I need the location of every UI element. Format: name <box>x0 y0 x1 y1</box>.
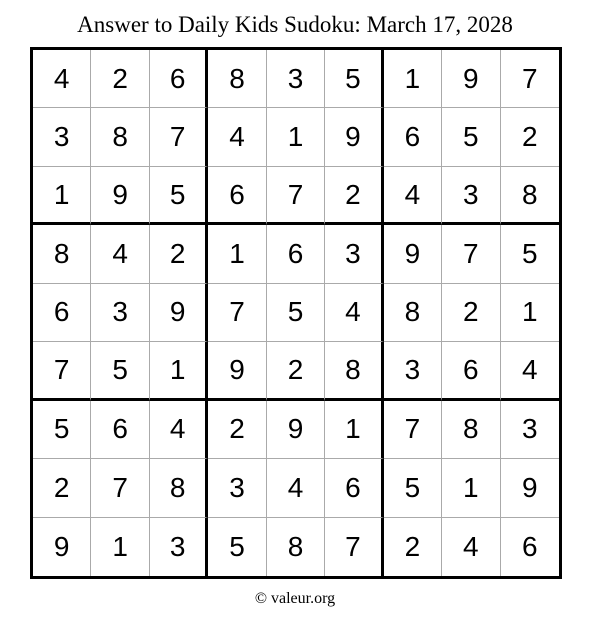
sudoku-cell: 1 <box>33 167 91 225</box>
sudoku-cell: 3 <box>384 342 442 400</box>
sudoku-cell: 9 <box>267 401 325 459</box>
sudoku-cell: 7 <box>501 50 559 108</box>
sudoku-cell: 2 <box>501 108 559 166</box>
sudoku-cell: 3 <box>325 225 383 283</box>
sudoku-cell: 3 <box>33 108 91 166</box>
sudoku-cell: 4 <box>267 459 325 517</box>
sudoku-cell: 8 <box>442 401 500 459</box>
sudoku-cell: 6 <box>208 167 266 225</box>
sudoku-cell: 3 <box>91 284 149 342</box>
sudoku-cell: 9 <box>91 167 149 225</box>
sudoku-cell: 7 <box>33 342 91 400</box>
sudoku-cell: 6 <box>33 284 91 342</box>
sudoku-cell: 4 <box>33 50 91 108</box>
sudoku-cell: 3 <box>501 401 559 459</box>
sudoku-cell: 8 <box>267 518 325 576</box>
sudoku-cell: 1 <box>501 284 559 342</box>
sudoku-cell: 5 <box>442 108 500 166</box>
sudoku-cell: 6 <box>267 225 325 283</box>
sudoku-cell: 9 <box>325 108 383 166</box>
puzzle-title: Answer to Daily Kids Sudoku: March 17, 2028 <box>77 12 513 37</box>
sudoku-cell: 8 <box>208 50 266 108</box>
sudoku-cell: 2 <box>91 50 149 108</box>
sudoku-grid <box>30 47 562 579</box>
sudoku-cell: 9 <box>384 225 442 283</box>
sudoku-cell: 3 <box>150 518 208 576</box>
sudoku-cell: 6 <box>325 459 383 517</box>
sudoku-cell: 8 <box>33 225 91 283</box>
sudoku-cell: 6 <box>521 530 538 562</box>
sudoku-cell: 6 <box>91 401 149 459</box>
sudoku-cell: 1 <box>267 108 325 166</box>
sudoku-cell: 7 <box>384 401 442 459</box>
sudoku-cell: 4 <box>91 225 149 283</box>
sudoku-cell: 2 <box>208 401 266 459</box>
sudoku-cell: 2 <box>150 225 208 283</box>
sudoku-cell: 5 <box>384 459 442 517</box>
sudoku-cell: 7 <box>91 459 149 517</box>
sudoku-cell: 8 <box>384 284 442 342</box>
sudoku-cell: 4 <box>208 108 266 166</box>
sudoku-cell: 1 <box>325 401 383 459</box>
sudoku-cell: 1 <box>91 518 149 576</box>
sudoku-cell: 6 <box>442 342 500 400</box>
sudoku-cell: 5 <box>501 225 559 283</box>
sudoku-cell: 5 <box>33 401 91 459</box>
sudoku-cell: 4 <box>384 167 442 225</box>
sudoku-cell: 2 <box>442 284 500 342</box>
sudoku-cell: 4 <box>325 284 383 342</box>
sudoku-cell: 6 <box>150 50 208 108</box>
sudoku-cell: 8 <box>91 108 149 166</box>
sudoku-cell: 9 <box>33 518 91 576</box>
sudoku-cell: 9 <box>501 459 559 517</box>
sudoku-cell: 5 <box>267 284 325 342</box>
sudoku-cell: 7 <box>208 284 266 342</box>
sudoku-cell: 4 <box>442 518 500 576</box>
sudoku-cell: 1 <box>442 459 500 517</box>
sudoku-cell: 5 <box>208 518 266 576</box>
sudoku-cell: 9 <box>208 342 266 400</box>
sudoku-cell: 7 <box>150 108 208 166</box>
sudoku-cell: 2 <box>384 518 442 576</box>
sudoku-cell: 6 <box>384 108 442 166</box>
sudoku-cell: 4 <box>150 401 208 459</box>
sudoku-cell: 7 <box>267 167 325 225</box>
sudoku-cell: 7 <box>325 518 383 576</box>
sudoku-cell: 8 <box>150 459 208 517</box>
sudoku-cell: 3 <box>267 50 325 108</box>
sudoku-cell: 5 <box>150 167 208 225</box>
sudoku-cell: 2 <box>325 167 383 225</box>
sudoku-cell: 3 <box>442 167 500 225</box>
sudoku-cell: 5 <box>325 50 383 108</box>
sudoku-cell: 5 <box>91 342 149 400</box>
sudoku-cell: 2 <box>33 459 91 517</box>
sudoku-cell: 8 <box>325 342 383 400</box>
sudoku-cell: 1 <box>208 225 266 283</box>
sudoku-cell: 3 <box>208 459 266 517</box>
sudoku-cell: 9 <box>442 50 500 108</box>
sudoku-cell: 9 <box>150 284 208 342</box>
sudoku-cell: 2 <box>267 342 325 400</box>
sudoku-cell: 8 <box>501 167 559 225</box>
sudoku-cell: 4 <box>501 342 559 400</box>
copyright-footer: © valeur.org <box>254 590 336 607</box>
sudoku-cell: 1 <box>384 50 442 108</box>
sudoku-cell: 7 <box>442 225 500 283</box>
sudoku-cell: 1 <box>150 342 208 400</box>
